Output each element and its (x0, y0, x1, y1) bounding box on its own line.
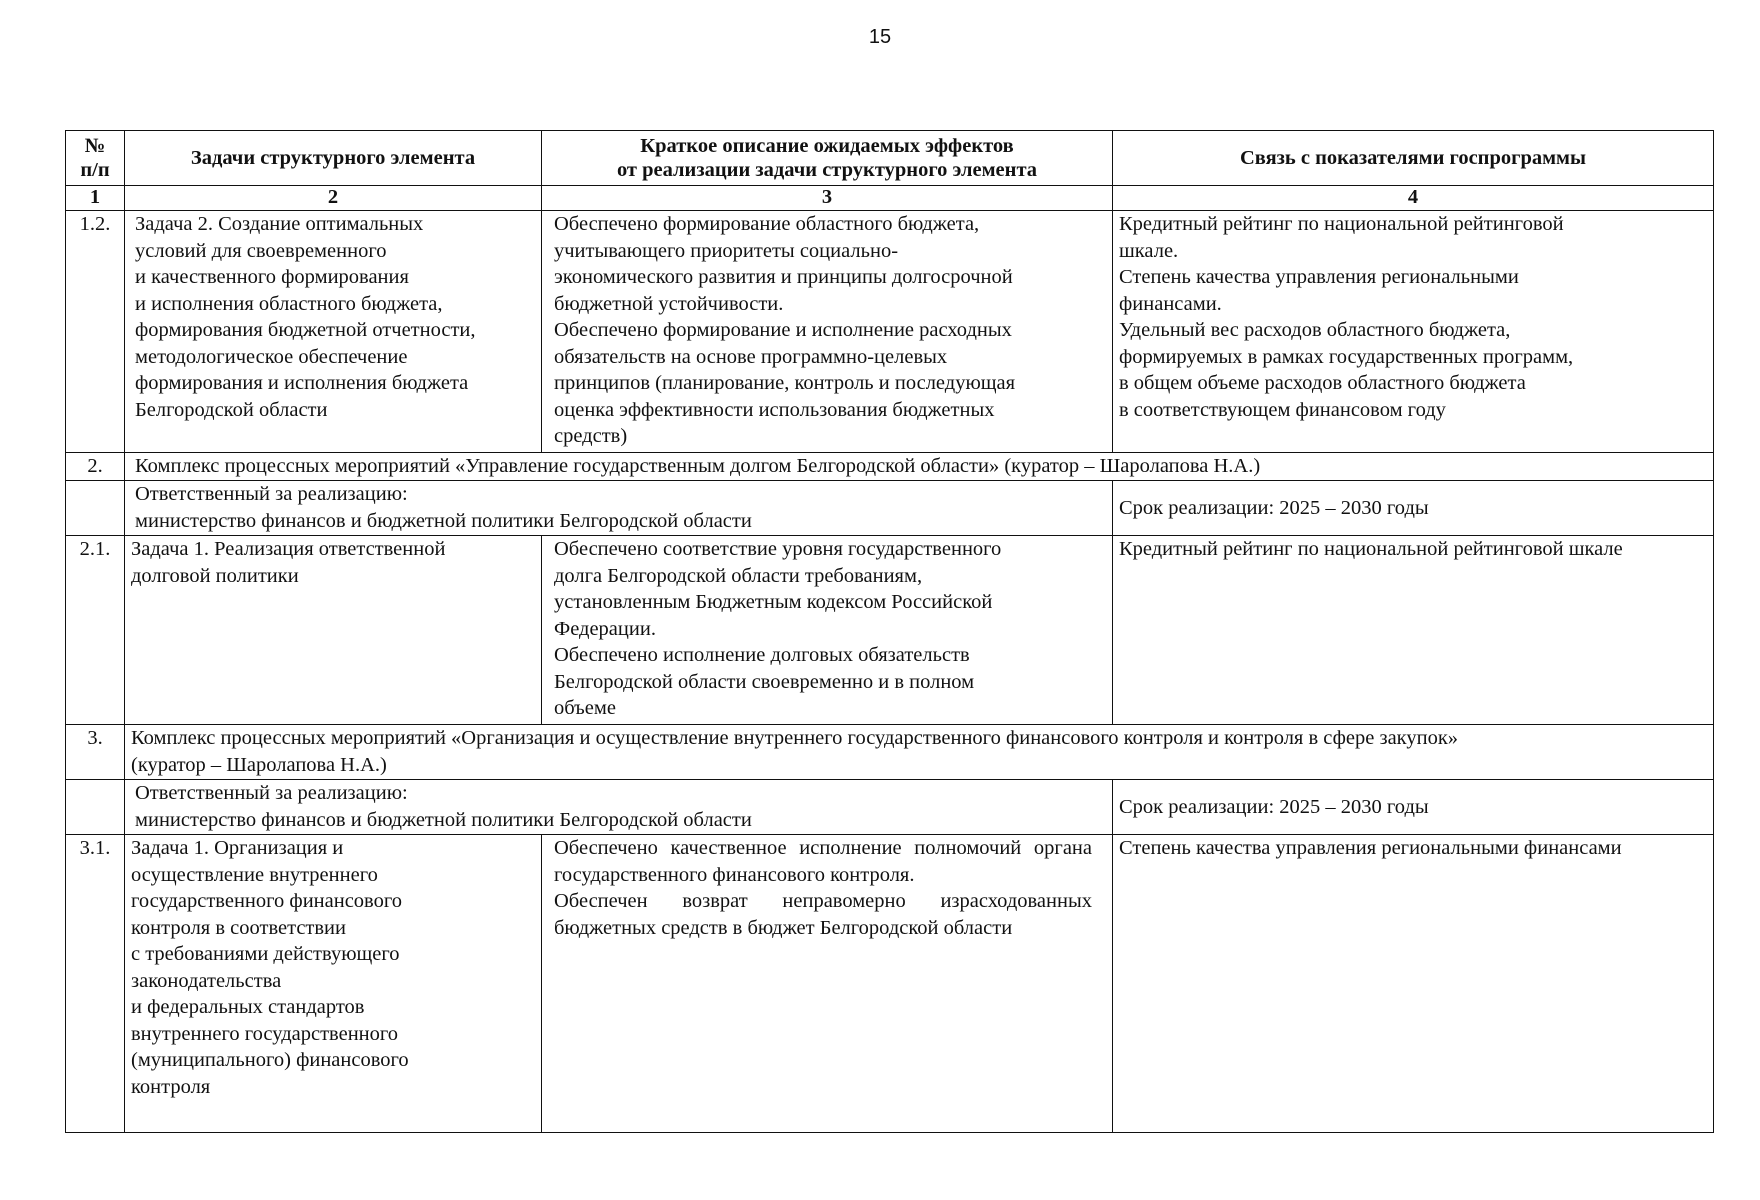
empty-cell (66, 481, 125, 536)
header-indicators: Связь с показателями госпрограммы (1113, 131, 1714, 186)
table-row (66, 536, 1714, 725)
row-number: 1.2. (66, 211, 125, 453)
header-effects: Краткое описание ожидаемых эффектов от реализации задачи структурного элемента (542, 131, 1113, 186)
responsible-row (66, 780, 1714, 835)
header-number: № п/п (66, 131, 125, 186)
column-number: 4 (1113, 186, 1714, 211)
responsible-cell: Ответственный за реализацию: министерство финансов и бюджетной политики Белгородской области (125, 780, 1113, 835)
section-row (66, 453, 1714, 481)
responsible-row (66, 481, 1714, 536)
indicators-cell: Кредитный рейтинг по национальной рейтинговой шкале. Степень качества управления региональными финансами. Удельный вес расходов областного бюджета, формируемых в рамках государственных программ, в общем объеме расходов областного бюджета в соответствующем финансовом году (1113, 211, 1714, 453)
column-number: 1 (66, 186, 125, 211)
section-title: Комплекс процессных мероприятий «Управление государственным долгом Белгородской области» (куратор – Шаролапова Н.А.) (125, 453, 1714, 481)
column-number: 3 (542, 186, 1113, 211)
table-row (66, 211, 1714, 453)
empty-cell (66, 780, 125, 835)
section-number: 3. (66, 725, 125, 780)
page-number: 15 (868, 26, 892, 48)
task-cell: Задача 1. Организация и осуществление внутреннего государственного финансового контроля в соответствии с требованиями действующего законодательства и федеральных стандартов внутреннего государственного (муниципального) финансового контроля (125, 835, 542, 1133)
effects-cell: Обеспечено соответствие уровня государственного долга Белгородской области требованиям, установленным Бюджетным кодексом Российской Федерации. Обеспечено исполнение долговых обязательств Белгородской области своевременно и в полном объеме (542, 536, 1113, 725)
row-number: 3.1. (66, 835, 125, 1133)
term-cell: Срок реализации: 2025 – 2030 годы (1113, 481, 1714, 536)
term-cell: Срок реализации: 2025 – 2030 годы (1113, 780, 1714, 835)
task-cell: Задача 2. Создание оптимальных условий для своевременного и качественного формирования и исполнения областного бюджета, формирования бюджетной отчетности, методологическое обеспечение формирования и исполнения бюджета Белгородской области (125, 211, 542, 453)
header-tasks: Задачи структурного элемента (125, 131, 542, 186)
structural-elements-table (65, 130, 1714, 1133)
section-number: 2. (66, 453, 125, 481)
column-number: 2 (125, 186, 542, 211)
indicators-cell: Степень качества управления региональными финансами (1113, 835, 1714, 1133)
column-numbers-row (66, 186, 1714, 211)
table-row (66, 835, 1714, 1133)
indicators-cell: Кредитный рейтинг по национальной рейтинговой шкале (1113, 536, 1714, 725)
effects-cell: Обеспечено формирование областного бюджета, учитывающего приоритеты социально- экономического развития и принципы долгосрочной бюджетной устойчивости. Обеспечено формирование и исполнение расходных обязательств на основе программно-целевых принципов (планирование, контроль и последующая оценка эффективности использования бюджетных средств) (542, 211, 1113, 453)
task-cell: Задача 1. Реализация ответственной долговой политики (125, 536, 542, 725)
row-number: 2.1. (66, 536, 125, 725)
responsible-cell: Ответственный за реализацию: министерство финансов и бюджетной политики Белгородской области (125, 481, 1113, 536)
effects-cell: Обеспечено качественное исполнение полномочий органа государственного финансового контроля. Обеспечен возврат неправомерно израсходованных бюджетных средств в бюджет Белгородской области (542, 835, 1113, 1133)
section-row (66, 725, 1714, 780)
section-title: Комплекс процессных мероприятий «Организация и осуществление внутреннего государственного финансового контроля и контроля в сфере закупок» (куратор – Шаролапова Н.А.) (125, 725, 1714, 780)
header-row (66, 131, 1714, 186)
